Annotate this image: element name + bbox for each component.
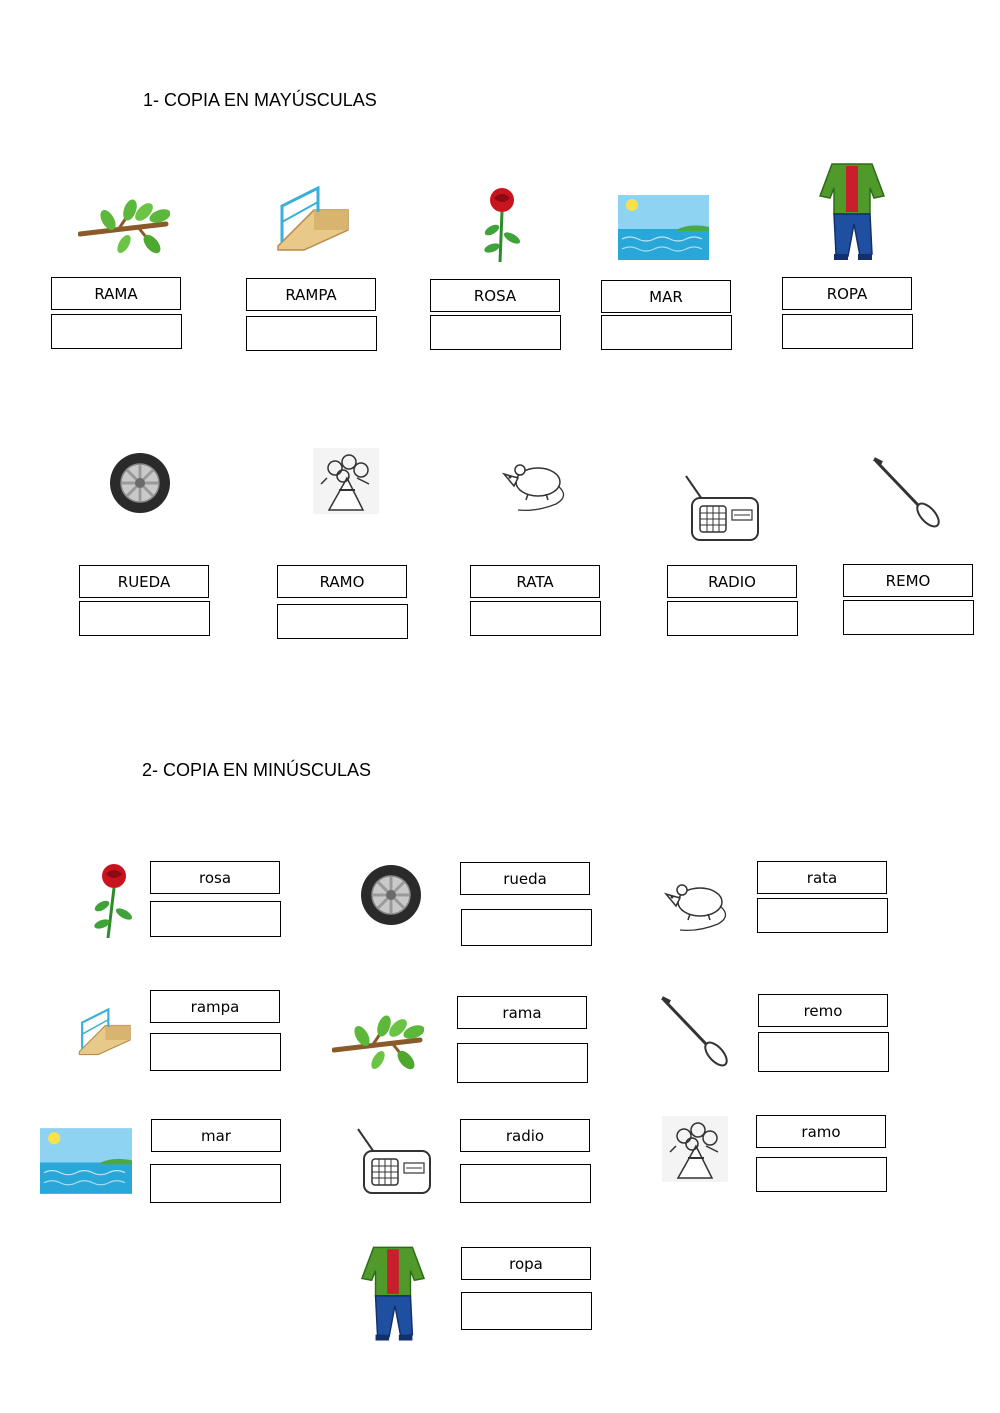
branch-icon — [332, 1014, 424, 1072]
word-label-ropa: ROPA — [782, 277, 912, 310]
word-label-mar: MAR — [601, 280, 731, 313]
answer-input-rueda[interactable] — [79, 601, 210, 636]
word-label-rama: RAMA — [51, 277, 181, 310]
word-label-rampa-lower: rampa — [150, 990, 280, 1023]
word-label-rueda-lower: rueda — [460, 862, 590, 895]
answer-input-rosa[interactable] — [430, 315, 561, 350]
clothes-icon — [818, 158, 886, 262]
answer-input-ropa[interactable] — [782, 314, 913, 349]
answer-input-rata-lower[interactable] — [757, 898, 888, 933]
clothes-icon — [360, 1240, 426, 1344]
ramp-icon — [76, 1008, 132, 1056]
word-label-rata-lower: rata — [757, 861, 887, 894]
answer-input-ropa-lower[interactable] — [461, 1292, 592, 1330]
answer-input-rampa[interactable] — [246, 316, 377, 351]
answer-input-ramo[interactable] — [277, 604, 408, 639]
word-label-ramo: RAMO — [277, 565, 407, 598]
bouquet-icon — [313, 448, 379, 514]
bouquet-icon — [662, 1116, 728, 1182]
answer-input-rama-lower[interactable] — [457, 1043, 588, 1083]
answer-input-mar[interactable] — [601, 315, 732, 350]
section-1-title: 1- COPIA EN MAYÚSCULAS — [143, 90, 377, 110]
oar-icon — [872, 457, 942, 529]
sea-icon — [40, 1128, 132, 1194]
word-label-remo-lower: remo — [758, 994, 888, 1027]
rose-icon — [480, 186, 524, 264]
word-label-ropa-lower: ropa — [461, 1247, 591, 1280]
answer-input-ramo-lower[interactable] — [756, 1157, 887, 1192]
oar-icon — [660, 996, 730, 1068]
answer-input-radio-lower[interactable] — [460, 1164, 591, 1203]
word-label-rata: RATA — [470, 565, 600, 598]
word-label-radio-lower: radio — [460, 1119, 590, 1152]
word-label-ramo-lower: ramo — [756, 1115, 886, 1148]
word-label-rosa-lower: rosa — [150, 861, 280, 894]
word-label-mar-lower: mar — [151, 1119, 281, 1152]
wheel-icon — [109, 452, 171, 514]
radio-icon — [354, 1127, 434, 1195]
answer-input-mar-lower[interactable] — [150, 1164, 281, 1203]
answer-input-rama[interactable] — [51, 314, 182, 349]
word-label-rosa: ROSA — [430, 279, 560, 312]
answer-input-remo[interactable] — [843, 600, 974, 635]
word-label-radio: RADIO — [667, 565, 797, 598]
word-label-remo: REMO — [843, 564, 973, 597]
answer-input-rata[interactable] — [470, 601, 601, 636]
answer-input-rosa-lower[interactable] — [150, 901, 281, 937]
sea-icon — [618, 195, 709, 260]
rat-icon — [662, 876, 734, 934]
word-label-rueda: RUEDA — [79, 565, 209, 598]
radio-icon — [684, 474, 760, 542]
rose-icon — [92, 862, 136, 940]
wheel-icon — [360, 864, 422, 926]
word-label-rama-lower: rama — [457, 996, 587, 1029]
rat-icon — [500, 456, 572, 514]
answer-input-rampa-lower[interactable] — [150, 1033, 281, 1071]
answer-input-radio[interactable] — [667, 601, 798, 636]
branch-icon — [78, 198, 170, 256]
ramp-icon — [274, 186, 350, 252]
section-2-title: 2- COPIA EN MINÚSCULAS — [142, 760, 372, 780]
answer-input-remo-lower[interactable] — [758, 1032, 889, 1072]
word-label-rampa: RAMPA — [246, 278, 376, 311]
answer-input-rueda-lower[interactable] — [461, 909, 592, 946]
